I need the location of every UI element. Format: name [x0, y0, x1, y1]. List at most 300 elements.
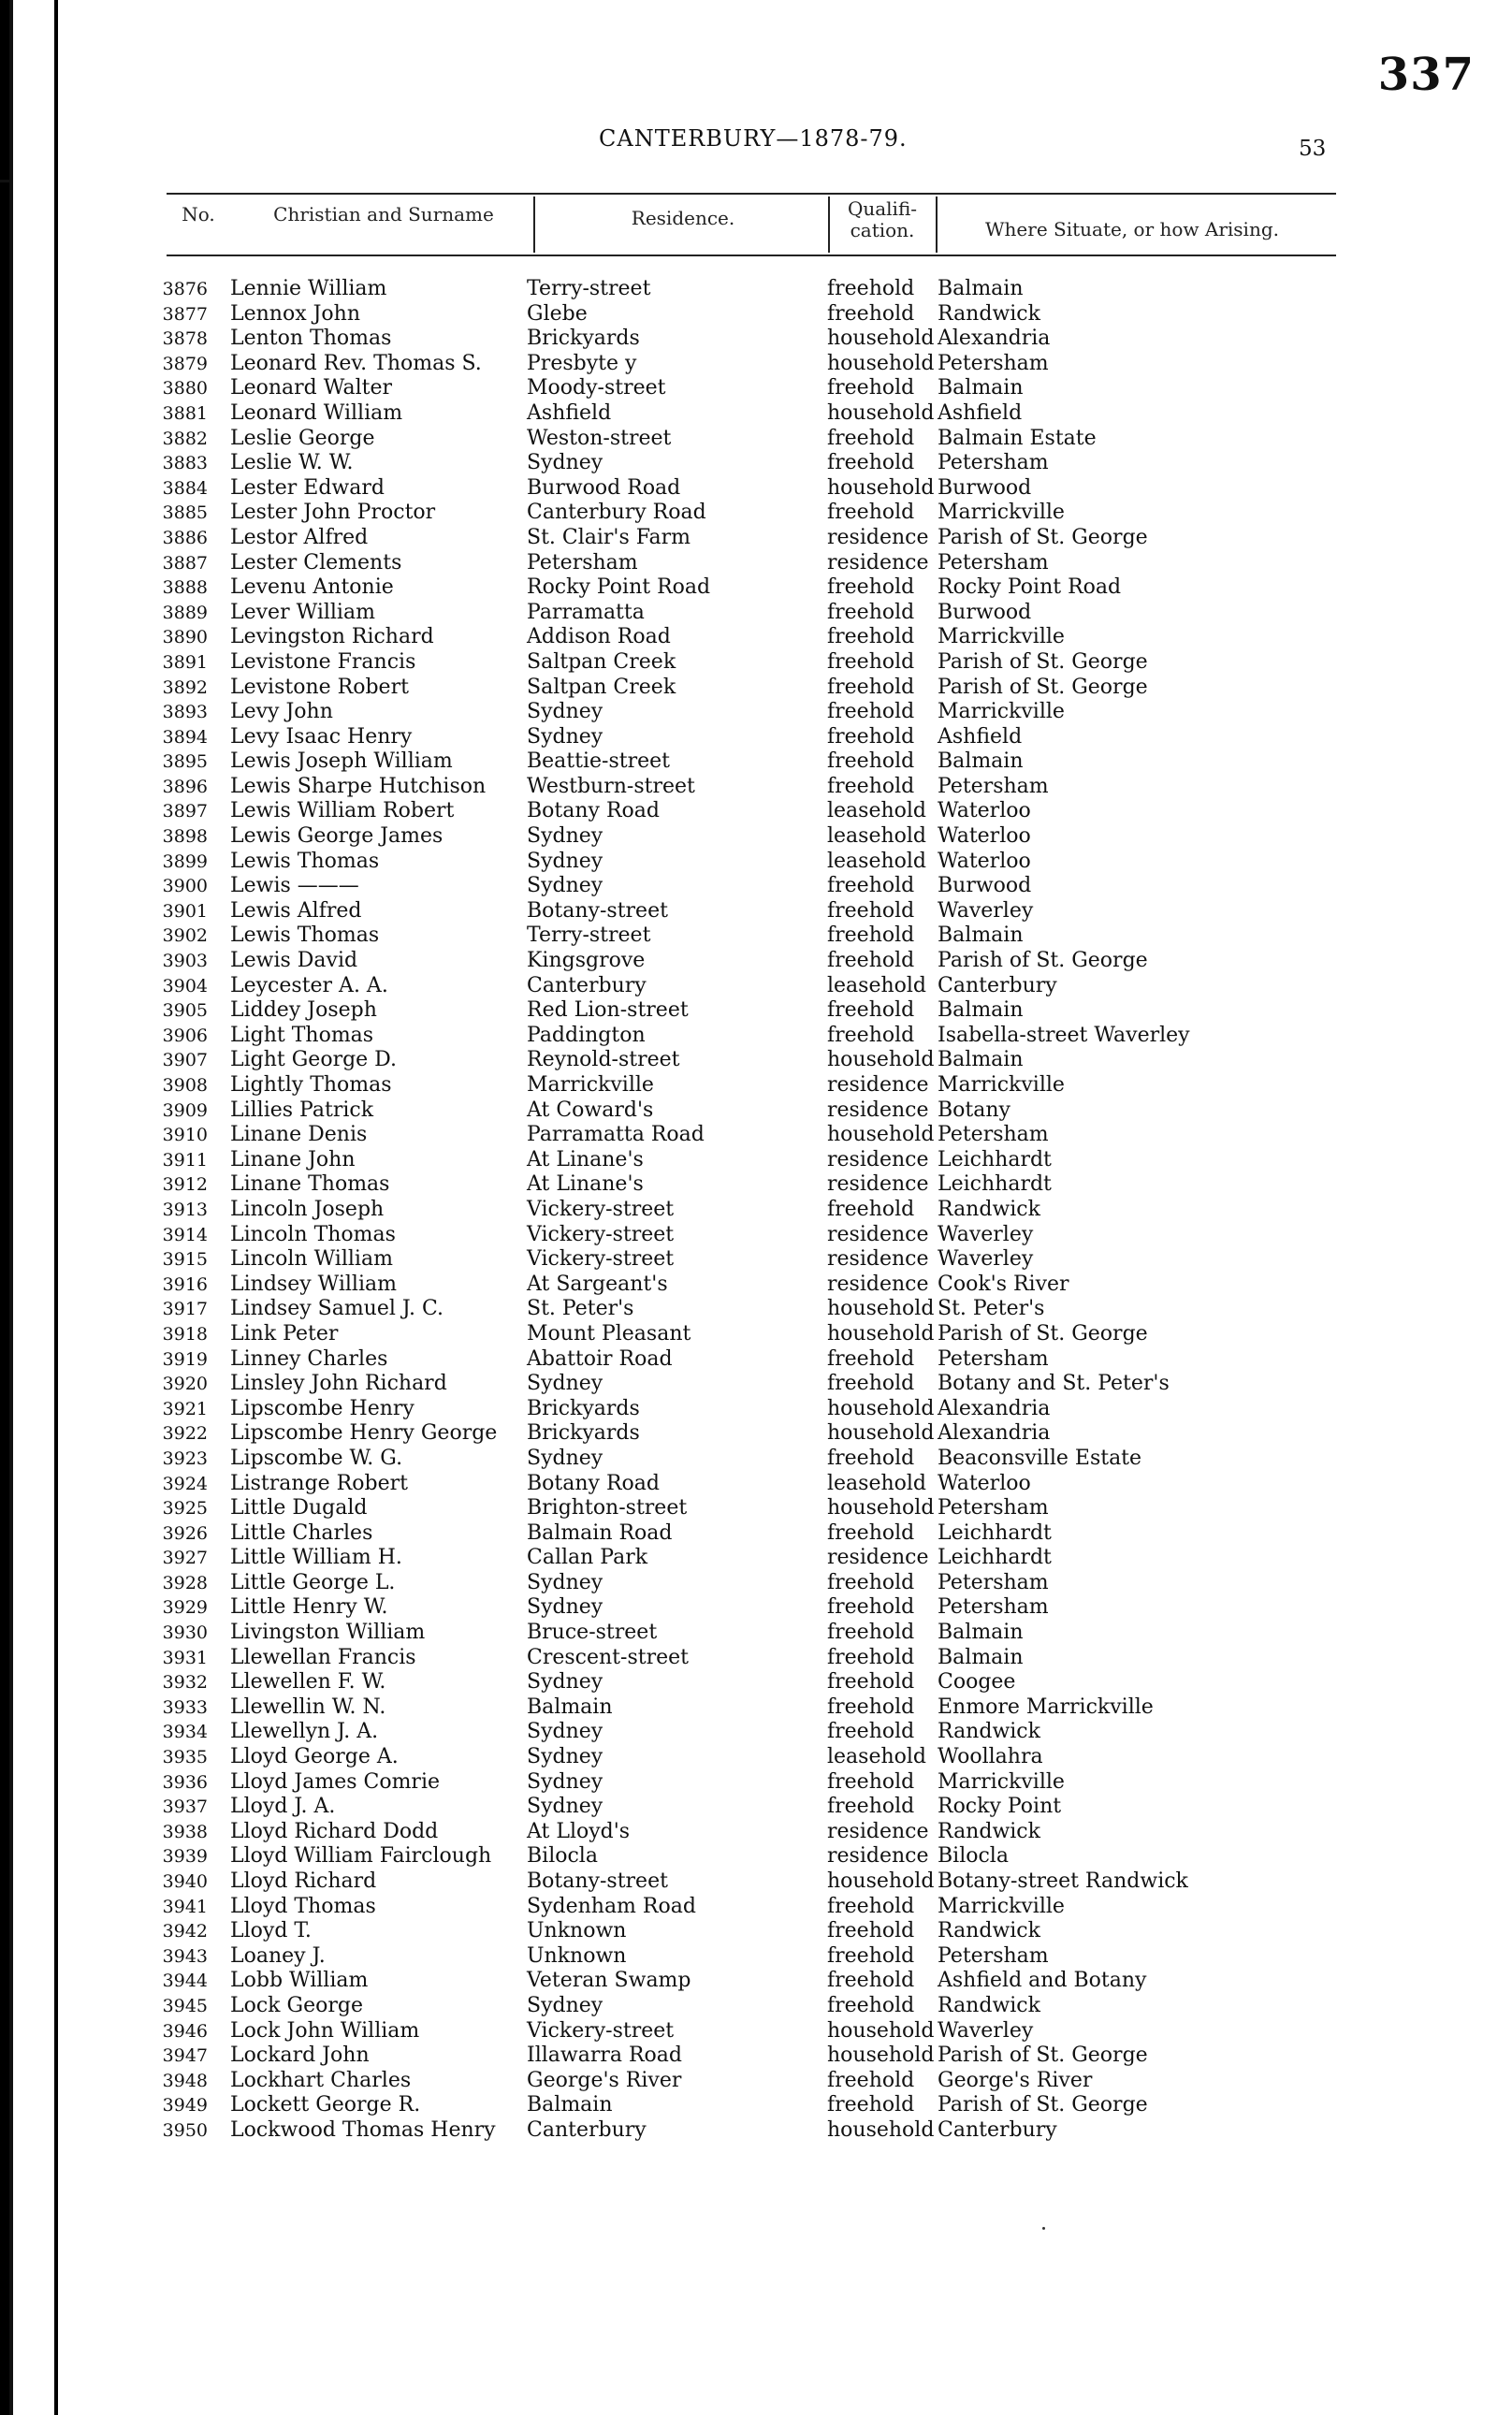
entry-residence: Sydney [527, 1670, 603, 1695]
column-header-name: Christian and Surname [273, 203, 494, 225]
entry-qualification: household [827, 327, 935, 351]
entry-number: 3921 [162, 1398, 208, 1419]
table-row [0, 650, 1512, 676]
entry-where: Leichhardt [938, 1147, 1052, 1171]
entry-where: Balmain [938, 376, 1024, 400]
entry-qualification: freehold [827, 874, 915, 898]
table-row [0, 1073, 1512, 1098]
entry-number: 3887 [162, 552, 208, 574]
entry-qualification: household [827, 400, 935, 425]
entry-where: Botany [938, 1098, 1010, 1122]
entry-name: Lockett George R. [230, 2093, 421, 2117]
entry-qualification: residence [827, 1819, 929, 1843]
entry-qualification: freehold [827, 724, 915, 749]
table-row [0, 1123, 1512, 1148]
entry-number: 3903 [162, 951, 208, 972]
entry-residence: Sydney [527, 1769, 603, 1794]
entry-where: Waverley [938, 2018, 1034, 2043]
entry-number: 3884 [162, 477, 208, 499]
entry-qualification: freehold [827, 774, 915, 798]
entry-number: 3924 [162, 1473, 208, 1494]
entry-qualification: freehold [827, 675, 915, 699]
entry-where: Randwick [938, 1197, 1040, 1221]
table-row [0, 601, 1512, 626]
entry-number: 3950 [162, 2119, 208, 2141]
entry-residence: Mount Pleasant [527, 1321, 691, 1346]
running-head: CANTERBURY—1878-79. [599, 125, 908, 152]
entry-number: 3913 [162, 1199, 208, 1220]
entry-number: 3893 [162, 702, 208, 723]
table-row [0, 2044, 1512, 2069]
entry-qualification: household [827, 1421, 935, 1446]
entry-number: 3910 [162, 1125, 208, 1146]
table-row [0, 551, 1512, 576]
table-row [0, 1869, 1512, 1895]
entry-residence: St. Peter's [527, 1297, 634, 1321]
entry-name: Llewellin W. N. [230, 1695, 386, 1719]
entry-residence: Sydney [527, 1720, 603, 1744]
entry-number: 3914 [162, 1224, 208, 1245]
table-row [0, 998, 1512, 1024]
entry-where: Marrickville [938, 700, 1065, 724]
entry-number: 3933 [162, 1696, 208, 1718]
table-row [0, 676, 1512, 701]
entry-name: Lennie William [230, 277, 387, 300]
entry-qualification: freehold [827, 1645, 915, 1669]
entry-where: Parish of St. George [938, 525, 1148, 549]
header-top-rule [167, 193, 1336, 195]
column-divider [828, 196, 830, 253]
entry-qualification: freehold [827, 2068, 915, 2092]
entry-number: 3891 [162, 651, 208, 673]
entry-qualification: freehold [827, 600, 915, 624]
entry-name: Lewis Thomas [230, 924, 380, 948]
entry-qualification: freehold [827, 749, 915, 774]
entry-number: 3909 [162, 1099, 208, 1121]
table-row [0, 1546, 1512, 1571]
entry-residence: Parramatta [527, 600, 645, 624]
entry-residence: Botany-street [527, 898, 668, 923]
table-row [0, 526, 1512, 551]
table-row [0, 1098, 1512, 1124]
entry-residence: Red Lion-street [527, 998, 689, 1023]
entry-residence: Paddington [527, 1023, 646, 1047]
entry-residence: Sydney [527, 1446, 603, 1470]
entry-name: Lincoln Thomas [230, 1222, 396, 1246]
entry-residence: Sydney [527, 1795, 603, 1819]
entry-where: Balmain [938, 998, 1024, 1023]
table-row [0, 476, 1512, 502]
table-row [0, 376, 1512, 401]
table-row [0, 1472, 1512, 1497]
entry-qualification: residence [827, 525, 929, 549]
entry-name: Lewis David [230, 949, 358, 973]
entry-name: Little George L. [230, 1570, 396, 1594]
column-header-where: Where Situate, or how Arising. [984, 218, 1279, 240]
table-row [0, 1223, 1512, 1248]
entry-number: 3897 [162, 801, 208, 822]
entry-name: Lockhart Charles [230, 2068, 412, 2092]
entry-qualification: residence [827, 550, 929, 575]
entry-qualification: residence [827, 1272, 929, 1296]
entry-name: Little William H. [230, 1546, 402, 1570]
entry-where: Rocky Point [938, 1795, 1062, 1819]
entry-where: Marrickville [938, 625, 1065, 649]
entry-number: 3911 [162, 1149, 208, 1171]
entry-residence: Saltpan Creek [527, 649, 676, 674]
entry-name: Lloyd Richard [230, 1869, 377, 1893]
entry-where: Petersham [938, 1346, 1049, 1371]
entry-where: Waverley [938, 1222, 1034, 1246]
entry-where: Alexandria [938, 327, 1051, 351]
entry-number: 3881 [162, 402, 208, 424]
entry-qualification: residence [827, 1844, 929, 1869]
entry-name: Lipscombe Henry George [230, 1421, 498, 1446]
table-row [0, 725, 1512, 750]
entry-where: Parish of St. George [938, 949, 1148, 973]
entry-residence: Sydney [527, 1993, 603, 2017]
entry-number: 3905 [162, 1000, 208, 1022]
entry-name: Lillies Patrick [230, 1098, 374, 1122]
entry-number: 3916 [162, 1273, 208, 1295]
entry-number: 3882 [162, 428, 208, 449]
entry-residence: Moody-street [527, 376, 666, 400]
entry-where: Woollahra [938, 1745, 1043, 1769]
table-row [0, 2019, 1512, 2044]
entry-name: Leonard Walter [230, 376, 392, 400]
entry-where: Leichhardt [938, 1520, 1052, 1545]
entry-name: Leycester A. A. [230, 973, 388, 997]
entry-number: 3912 [162, 1174, 208, 1196]
entry-name: Lestor Alfred [230, 525, 369, 549]
entry-where: Alexandria [938, 1421, 1051, 1446]
table-row [0, 1148, 1512, 1173]
entry-number: 3943 [162, 1945, 208, 1967]
table-row [0, 1919, 1512, 1944]
entry-residence: At Coward's [527, 1098, 654, 1122]
entry-number: 3906 [162, 1025, 208, 1046]
entry-qualification: household [827, 2018, 935, 2043]
table-row [0, 1447, 1512, 1472]
entry-qualification: freehold [827, 625, 915, 649]
entry-qualification: freehold [827, 1197, 915, 1221]
entry-qualification: household [827, 1321, 935, 1346]
entry-name: Lindsey William [230, 1272, 397, 1296]
entry-residence: Petersham [527, 550, 638, 575]
entry-where: Parish of St. George [938, 649, 1148, 674]
table-row [0, 2069, 1512, 2094]
entry-number: 3947 [162, 2045, 208, 2067]
entry-name: Lincoln Joseph [230, 1197, 385, 1221]
table-row [0, 302, 1512, 327]
entry-where: Waterloo [938, 824, 1031, 849]
entry-number: 3879 [162, 353, 208, 374]
entry-qualification: freehold [827, 1346, 915, 1371]
entry-number: 3901 [162, 900, 208, 922]
entry-number: 3885 [162, 502, 208, 524]
entry-qualification: freehold [827, 1695, 915, 1719]
entry-where: Ashfield [938, 724, 1023, 749]
table-row [0, 1397, 1512, 1422]
entry-qualification: freehold [827, 2093, 915, 2117]
entry-residence: Westburn-street [527, 774, 695, 798]
table-row [0, 1421, 1512, 1447]
entry-where: Petersham [938, 1570, 1049, 1594]
entry-residence: Unknown [527, 1919, 627, 1943]
table-row [0, 501, 1512, 526]
table-row [0, 799, 1512, 824]
entry-number: 3944 [162, 1971, 208, 1992]
table-row [0, 775, 1512, 800]
table-row [0, 1273, 1512, 1298]
entry-name: Lipscombe Henry [230, 1396, 414, 1420]
table-row [0, 625, 1512, 650]
entry-name: Leslie George [230, 426, 375, 450]
entry-residence: St. Clair's Farm [527, 525, 691, 549]
entry-name: Loaney J. [230, 1943, 326, 1968]
entry-number: 3889 [162, 602, 208, 623]
table-row [0, 850, 1512, 875]
entry-qualification: freehold [827, 1446, 915, 1470]
column-divider [936, 196, 938, 253]
entry-qualification: residence [827, 1222, 929, 1246]
folio-number: 53 [1299, 137, 1327, 161]
entry-qualification: freehold [827, 649, 915, 674]
table-row [0, 899, 1512, 924]
table-row [0, 451, 1512, 476]
entry-qualification: freehold [827, 924, 915, 948]
entry-number: 3900 [162, 876, 208, 897]
entry-residence: Parramatta Road [527, 1123, 705, 1147]
entry-number: 3902 [162, 925, 208, 947]
entry-name: Lloyd George A. [230, 1745, 399, 1769]
entry-where: Ashfield [938, 400, 1023, 425]
entry-where: Cook's River [938, 1272, 1069, 1296]
entry-where: Marrickville [938, 501, 1065, 525]
entry-where: Balmain [938, 277, 1024, 300]
table-row [0, 1895, 1512, 1920]
table-row [0, 1745, 1512, 1770]
entry-where: Waterloo [938, 1471, 1031, 1495]
entry-number: 3908 [162, 1075, 208, 1096]
table-row [0, 974, 1512, 999]
entry-residence: Botany Road [527, 1471, 660, 1495]
entry-where: Burwood [938, 600, 1032, 624]
entry-residence: Botany-street [527, 1869, 668, 1893]
entry-where: Randwick [938, 1819, 1040, 1843]
entry-where: Waterloo [938, 799, 1031, 823]
entry-where: Isabella-street Waverley [938, 1023, 1190, 1047]
entry-qualification: freehold [827, 1720, 915, 1744]
entry-number: 3932 [162, 1672, 208, 1694]
entry-qualification: household [827, 1869, 935, 1893]
entry-residence: Canterbury [527, 973, 647, 997]
entry-name: Lester John Proctor [230, 501, 436, 525]
entry-qualification: household [827, 351, 935, 375]
entry-residence: Sydney [527, 1372, 603, 1396]
entry-name: Linsley John Richard [230, 1372, 447, 1396]
entry-name: Little Charles [230, 1520, 373, 1545]
entry-name: Levenu Antonie [230, 575, 394, 600]
table-row [0, 352, 1512, 377]
column-header-residence: Residence. [631, 207, 735, 229]
entry-where: Balmain Estate [938, 426, 1097, 450]
entry-name: Linney Charles [230, 1346, 388, 1371]
entry-name: Lewis ——— [230, 874, 359, 898]
entry-residence: Sydenham Road [527, 1894, 696, 1918]
entry-name: Lennox John [230, 301, 361, 326]
table-row [0, 1521, 1512, 1547]
table-row [0, 1770, 1512, 1796]
entry-qualification: residence [827, 1247, 929, 1272]
entry-name: Lipscombe W. G. [230, 1446, 403, 1470]
entry-qualification: leasehold [827, 1471, 927, 1495]
entry-where: Randwick [938, 1720, 1040, 1744]
entry-number: 3918 [162, 1323, 208, 1345]
table-row [0, 2093, 1512, 2118]
entry-where: Alexandria [938, 1396, 1051, 1420]
entry-residence: Botany Road [527, 799, 660, 823]
table-row [0, 1496, 1512, 1521]
table-row [0, 1795, 1512, 1820]
entry-residence: Canterbury [527, 2117, 647, 2142]
entry-qualification: household [827, 1297, 935, 1321]
entry-residence: Balmain [527, 2093, 613, 2117]
entry-name: Lenton Thomas [230, 327, 392, 351]
table-row [0, 924, 1512, 949]
entry-number: 3883 [162, 453, 208, 474]
page-number: 337 [1377, 49, 1475, 101]
entry-number: 3890 [162, 627, 208, 648]
entry-number: 3877 [162, 303, 208, 325]
entry-name: Lockard John [230, 2044, 370, 2068]
entry-qualification: freehold [827, 1595, 915, 1620]
entry-where: Parish of St. George [938, 2093, 1148, 2117]
entry-where: St. Peter's [938, 1297, 1045, 1321]
entry-residence: Addison Road [527, 625, 671, 649]
entry-residence: Callan Park [527, 1546, 648, 1570]
entry-qualification: leasehold [827, 1745, 927, 1769]
entry-residence: Sydney [527, 1595, 603, 1620]
entry-name: Leonard William [230, 400, 403, 425]
table-row [0, 1024, 1512, 1049]
entry-name: Lester Edward [230, 475, 385, 500]
entry-residence: Abattoir Road [527, 1346, 673, 1371]
entry-number: 3940 [162, 1871, 208, 1892]
table-row [0, 749, 1512, 775]
entry-name: Lloyd Richard Dodd [230, 1819, 439, 1843]
entry-qualification: freehold [827, 1621, 915, 1645]
table-row [0, 1670, 1512, 1695]
entry-residence: Terry-street [527, 924, 651, 948]
entry-where: Botany-street Randwick [938, 1869, 1188, 1893]
entry-number: 3899 [162, 851, 208, 872]
entry-where: Petersham [938, 1496, 1049, 1520]
entry-qualification: freehold [827, 1795, 915, 1819]
entry-qualification: freehold [827, 501, 915, 525]
entry-residence: Vickery-street [527, 2018, 675, 2043]
entry-name: Lloyd William Fairclough [230, 1844, 492, 1869]
entry-residence: Unknown [527, 1943, 627, 1968]
entry-where: Petersham [938, 774, 1049, 798]
entry-where: George's River [938, 2068, 1093, 2092]
entry-qualification: leasehold [827, 973, 927, 997]
entry-where: Waterloo [938, 849, 1031, 873]
entry-name: Lobb William [230, 1969, 369, 1993]
entry-number: 3917 [162, 1299, 208, 1320]
entry-qualification: freehold [827, 426, 915, 450]
entry-where: Marrickville [938, 1894, 1065, 1918]
entry-name: Lightly Thomas [230, 1073, 392, 1097]
entry-qualification: household [827, 1123, 935, 1147]
entry-name: Levingston Richard [230, 625, 434, 649]
entry-qualification: freehold [827, 376, 915, 400]
column-header-qualification: Qualifi- cation. [847, 197, 918, 241]
entry-residence: Glebe [527, 301, 588, 326]
entry-where: Beaconsville Estate [938, 1446, 1142, 1470]
table-row [0, 1347, 1512, 1373]
entry-name: Lincoln William [230, 1247, 393, 1272]
table-row [0, 1297, 1512, 1322]
entry-where: Petersham [938, 1943, 1049, 1968]
table-row [0, 1944, 1512, 1970]
table-row [0, 1621, 1512, 1646]
table-row [0, 575, 1512, 601]
entry-qualification: leasehold [827, 849, 927, 873]
entry-residence: Veteran Swamp [527, 1969, 691, 1993]
entry-name: Llewellan Francis [230, 1645, 416, 1669]
entry-residence: Sydney [527, 824, 603, 849]
entry-number: 3941 [162, 1896, 208, 1917]
table-row [0, 1720, 1512, 1745]
entry-number: 3880 [162, 378, 208, 400]
entry-number: 3936 [162, 1771, 208, 1793]
entry-name: Lewis George James [230, 824, 443, 849]
entry-name: Leonard Rev. Thomas S. [230, 351, 482, 375]
entry-residence: Vickery-street [527, 1222, 675, 1246]
entry-qualification: freehold [827, 1919, 915, 1943]
entry-name: Lester Clements [230, 550, 402, 575]
entry-name: Lloyd Thomas [230, 1894, 376, 1918]
entry-residence: Sydney [527, 700, 603, 724]
entry-number: 3878 [162, 328, 208, 350]
entry-name: Light George D. [230, 1048, 398, 1072]
entry-number: 3929 [162, 1597, 208, 1619]
entry-where: Canterbury [938, 973, 1057, 997]
table-row [0, 949, 1512, 974]
entry-qualification: freehold [827, 949, 915, 973]
table-row [0, 401, 1512, 427]
entry-number: 3931 [162, 1647, 208, 1668]
entry-qualification: freehold [827, 1520, 915, 1545]
entry-name: Llewellyn J. A. [230, 1720, 379, 1744]
entry-where: Randwick [938, 1993, 1040, 2017]
entry-where: Waverley [938, 1247, 1034, 1272]
entry-qualification: household [827, 1396, 935, 1420]
entry-name: Little Henry W. [230, 1595, 388, 1620]
entry-number: 3892 [162, 676, 208, 698]
entry-where: Marrickville [938, 1073, 1065, 1097]
entry-residence: Sydney [527, 874, 603, 898]
entry-name: Light Thomas [230, 1023, 374, 1047]
entry-residence: At Linane's [527, 1147, 644, 1171]
entry-where: Balmain [938, 924, 1024, 948]
entry-qualification: freehold [827, 1670, 915, 1695]
entry-residence: Brickyards [527, 1421, 640, 1446]
entry-qualification: residence [827, 1546, 929, 1570]
entry-number: 3930 [162, 1622, 208, 1644]
table-row [0, 1844, 1512, 1869]
